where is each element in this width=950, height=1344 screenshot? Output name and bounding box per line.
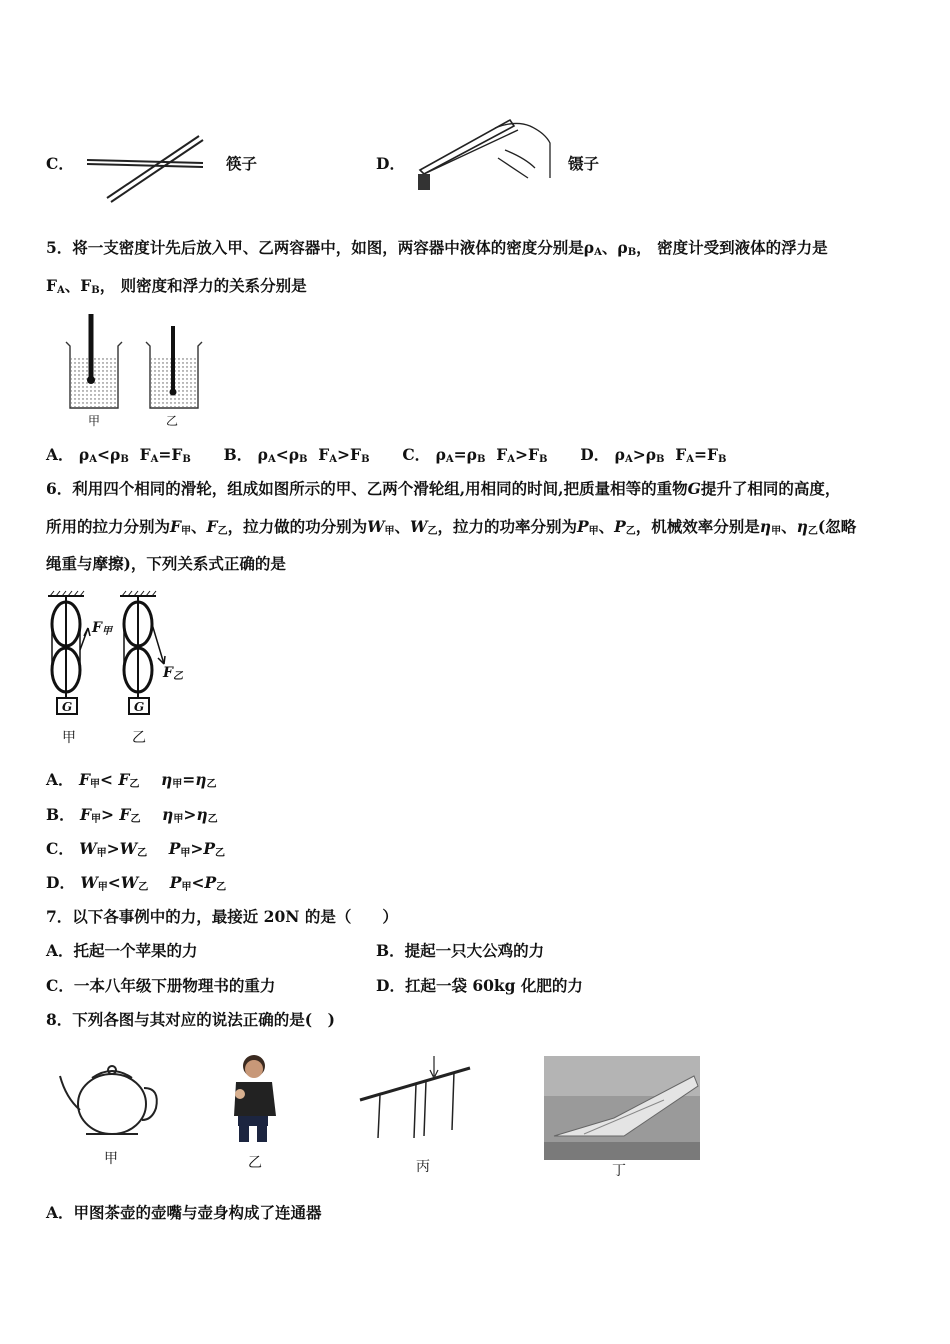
chopsticks-illustration — [85, 130, 210, 210]
q7-option-b: B．提起一只大公鸡的力 — [376, 941, 545, 960]
q6-option-d: D． $W_甲<W_乙$ $P_甲<P_乙$ — [46, 873, 227, 893]
hydrometer-beakers-figure — [62, 310, 212, 410]
q5-figure-label-yi: 乙 — [166, 414, 179, 428]
q6-figure-force-label-yi: $F_乙$ — [163, 665, 183, 682]
q6-figure-weight-label-2: G — [134, 700, 145, 714]
q6-figure-label-jia: 甲 — [62, 730, 76, 746]
q5-stem-line1: 5．将一支密度计先后放入甲、乙两容器中，如图，两容器中液体的密度分别是$\rho_A$、$\rho_B$， 密度计受到液体的浮力是 — [46, 238, 828, 258]
q7-stem: 7．以下各事例中的力，最接近 20N 的是（ ） — [46, 907, 398, 926]
q6-option-c: C． $W_甲>W_乙$ $P_甲>P_乙$ — [46, 839, 225, 859]
q8-label-jia: 甲 — [104, 1151, 118, 1167]
q5-option-b: B． $\rho_A<\rho_B$ $F_A>F_B$ — [223, 445, 370, 465]
q4-option-d-letter: D． — [376, 154, 405, 173]
q8-option-a: A．甲图茶壶的壶嘴与壶身构成了连通器 — [46, 1203, 322, 1222]
q5-option-d: D． $\rho_A>\rho_B$ $F_A=F_B$ — [580, 445, 727, 465]
q6-option-a: A． $F_甲< F_乙$ $\eta_甲=\eta_乙$ — [46, 770, 217, 790]
q7-option-c: C．一本八年级下册物理书的重力 — [46, 976, 276, 995]
boy-photo — [222, 1052, 284, 1144]
teapot-illustration — [56, 1058, 166, 1148]
q6-option-b: B． $F_甲> F_乙$ $\eta_甲>\eta_乙$ — [46, 805, 218, 825]
q6-figure-weight-label-1: G — [62, 700, 73, 714]
q5-option-c: C． $\rho_A=\rho_B$ $F_A>F_B$ — [402, 445, 548, 465]
q7-option-d: D．扛起一袋 60kg 化肥的力 — [376, 976, 583, 995]
q8-label-ding: 丁 — [612, 1163, 626, 1179]
q5-option-a: A． $\rho_A<\rho_B$ $F_A=F_B$ — [46, 445, 191, 465]
q8-label-yi: 乙 — [248, 1155, 262, 1171]
q5-stem-line2: $F_A$、$F_B$， 则密度和浮力的关系分别是 — [46, 276, 307, 296]
q4-option-d-label: 镊子 — [568, 154, 600, 173]
tweezers-illustration — [410, 108, 560, 198]
q8-label-bing: 丙 — [416, 1159, 430, 1175]
q4-option-c-label: 筷子 — [226, 154, 258, 173]
q6-stem-line1: 6．利用四个相同的滑轮，组成如图所示的甲、乙两个滑轮组,用相同的时间,把质量相等的重物G提升了相同的高度， — [46, 479, 841, 498]
q5-figure-label-jia: 甲 — [88, 414, 101, 428]
q7-option-a: A．托起一个苹果的力 — [46, 941, 198, 960]
q5-options — [46, 443, 727, 465]
q6-figure-force-label-jia: $F_甲$ — [92, 620, 112, 637]
q6-figure-label-yi: 乙 — [132, 730, 146, 746]
q4-option-c-letter: C． — [46, 154, 74, 173]
q6-stem-line3: 绳重与摩擦)，下列关系式正确的是 — [46, 554, 286, 573]
paper-blowing-illustration — [356, 1050, 476, 1150]
q8-stem: 8．下列各图与其对应的说法正确的是( ) — [46, 1010, 335, 1029]
aircraft-carrier-photo — [544, 1056, 700, 1160]
q6-stem-line2: 所用的拉力分别为$F_甲$、$F_乙$，拉力做的功分别为$W_甲$、$W_乙$，拉力的功率分别为$P_甲$、$P_乙$，机械效率分别是$\eta_甲$、$\eta_乙$(忽略 — [46, 517, 857, 537]
